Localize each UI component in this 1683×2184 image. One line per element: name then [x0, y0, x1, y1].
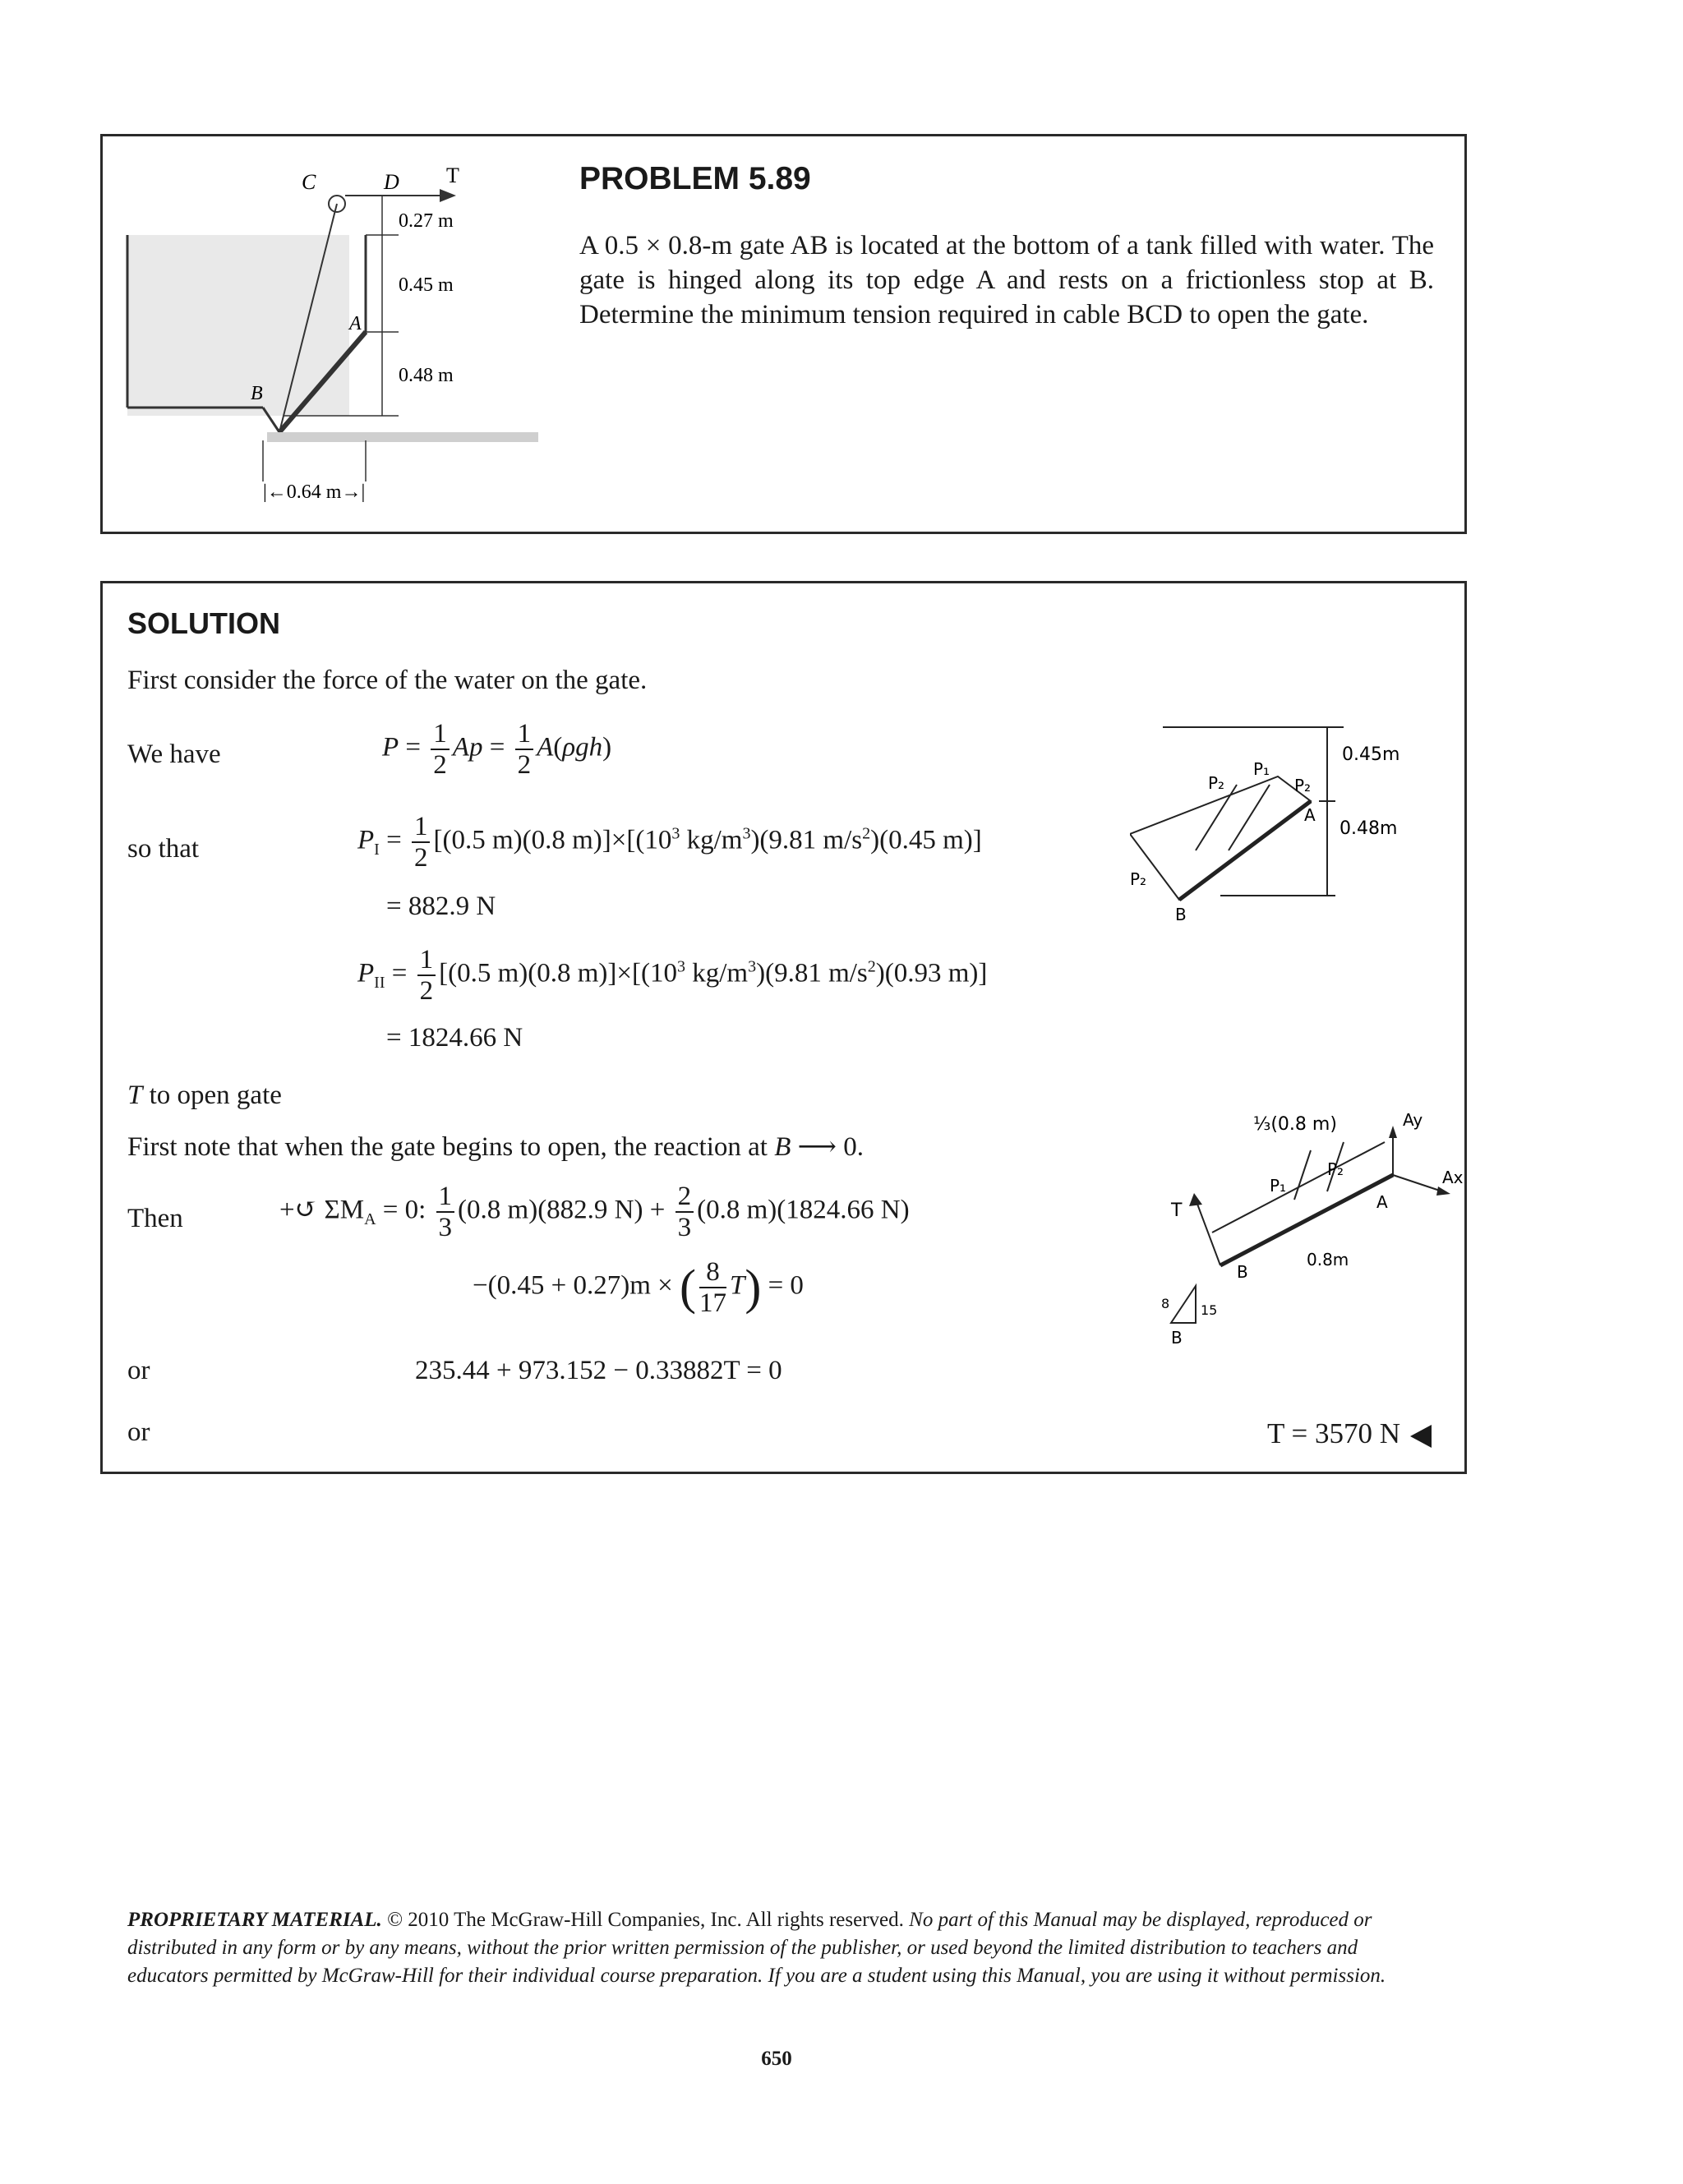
p1-result: = 882.9 N	[386, 892, 496, 921]
fbd2-r8: 8	[1161, 1296, 1170, 1311]
fbd2-t-arrow	[1189, 1193, 1202, 1206]
p2-result: = 1824.66 N	[386, 1023, 523, 1053]
label-t: T	[446, 164, 459, 187]
label-d: D	[384, 170, 399, 194]
fbd1-label-p1: P₁	[1253, 759, 1270, 779]
or-label-1: or	[127, 1356, 150, 1385]
footer-lead: PROPRIETARY MATERIAL.	[127, 1909, 382, 1931]
fbd2-p1: P₁	[1270, 1176, 1287, 1196]
fbd1-dim-045: 0.45m	[1342, 744, 1400, 765]
ground	[267, 432, 538, 442]
fbd1-dim-048: 0.48m	[1339, 818, 1398, 839]
solution-box	[100, 581, 1467, 1474]
solution-intro: First consider the force of the water on the gate.	[127, 666, 648, 695]
fbd2-slope-triangle	[1171, 1286, 1196, 1323]
moment-equation-line2: −(0.45 + 0.27)m × ( $\frac{8}{17}$ T) = 0	[473, 1257, 804, 1318]
note-line	[127, 1130, 864, 1163]
fbd1-arrow-p1	[1196, 785, 1237, 850]
label-a: A	[349, 313, 362, 334]
fbd2-r15: 15	[1201, 1302, 1218, 1318]
fbd2-b2: B	[1171, 1328, 1183, 1348]
free-body-figure	[1146, 1101, 1475, 1364]
fbd2-t: T	[1171, 1200, 1183, 1221]
equation-p1: $P_I$ = $\frac{1}{2}$ [(0.5 m)(0.8 $m)]\times[(10^3$ $kg/m^3)(9.81$ $m/s^2)(0.45$ m)]	[357, 812, 982, 873]
fbd2-t-line	[1196, 1200, 1220, 1265]
then-label: Then	[127, 1204, 183, 1233]
fbd2-ax-arrow	[1436, 1186, 1450, 1196]
t-to-open-label	[127, 1080, 282, 1111]
fbd1-label-p2c: P₂	[1130, 869, 1147, 889]
note-suffix: 0.	[843, 1132, 864, 1162]
fbd2-len: 0.8m	[1307, 1250, 1349, 1269]
note-prefix: First note that when the gate begins to open, the reaction at	[127, 1132, 768, 1162]
problem-title: PROBLEM 5.89	[579, 161, 811, 196]
pressure-diagram-figure	[1130, 711, 1459, 933]
moment-equation-line1: +↺ $\Sigma M_A = 0$: $\frac{1}{3}$ (0.8 m)(882.9 N) + $\frac{2}{3}$ (0.8 m)(1824.66 N)	[279, 1182, 910, 1242]
so-that-label: so that	[127, 834, 200, 864]
equation-p: P = $\frac{1}{2}$ Ap = $\frac{1}{2}$ A(ρgh)	[382, 719, 612, 780]
label-dim-064: |←0.64 m→|	[263, 481, 366, 503]
answer-value: T = 3570 N	[1266, 1417, 1400, 1449]
fbd2-b: B	[1237, 1262, 1248, 1282]
fbd2-a: A	[1376, 1192, 1388, 1212]
label-dim-027: 0.27 m	[399, 210, 454, 232]
tank-gate-figure	[119, 153, 563, 506]
fbd2-ax-line	[1393, 1175, 1442, 1191]
we-have-label: We have	[127, 740, 221, 769]
footer-copyright-line: © 2010 The McGraw-Hill Companies, Inc. All rights reserved.	[387, 1909, 904, 1931]
fbd1-label-a: A	[1304, 805, 1316, 825]
label-b: B	[251, 383, 263, 404]
fbd2-arrow-p1	[1294, 1150, 1311, 1200]
footer-copyright	[127, 1906, 1434, 1990]
arrow-to-zero: ⟶	[797, 1132, 837, 1162]
equation-line3: 235.44 + 973.152 − 0.33882T = 0	[415, 1356, 782, 1385]
fbd2-ay-arrow	[1389, 1126, 1397, 1138]
or-label-2: or	[127, 1417, 150, 1447]
label-c: C	[302, 170, 316, 194]
note-b: B	[774, 1132, 791, 1162]
fbd1-label-b: B	[1175, 905, 1187, 924]
fbd1-pressure-prism	[1130, 776, 1311, 900]
fbd2-ay: Ay	[1403, 1110, 1423, 1130]
tension-arrow	[440, 189, 456, 202]
final-answer	[1267, 1417, 1432, 1450]
footer-rest: No part of this Manual may be displayed, reproduced or distributed in any form or by any means, without the prior written permission of the publisher, or used beyond the limited distribution to teachers and educators permitted by McGraw-Hill for their individual course preparation. If you are a student using this Manual, you are using it without permission.	[127, 1909, 1386, 1987]
label-dim-048: 0.48 m	[399, 365, 454, 386]
page-number: 650	[761, 2048, 792, 2070]
solution-heading: SOLUTION	[127, 606, 280, 640]
label-dim-045: 0.45 m	[399, 274, 454, 296]
problem-statement: A 0.5 × 0.8-m gate AB is located at the bottom of a tank filled with water. The gate is hinged along its top edge A and rests on a frictionless stop at B. Determine the minimum tension required in cable BCD to open the gate.	[579, 231, 1434, 329]
problem-box	[100, 134, 1467, 534]
fbd2-third: ⅓(0.8 m)	[1253, 1114, 1337, 1135]
fbd2-p2: P₂	[1327, 1159, 1344, 1179]
t-symbol: T	[127, 1080, 143, 1110]
fbd2-ax: Ax	[1442, 1168, 1464, 1187]
answer-pointer-icon	[1410, 1425, 1432, 1448]
fbd1-arrow-p2	[1229, 785, 1270, 850]
equation-p2: $P_{II}$ = $\frac{1}{2}$ [(0.5 m)(0.8 $m)]\times[(10^3$ $kg/m^3)(9.81$ $m/s^2)(0.93$ m)]	[357, 945, 988, 1006]
fbd1-label-p2: P₂	[1208, 773, 1225, 793]
fbd1-label-p2b: P₂	[1294, 776, 1312, 795]
t-to-open-text: to open gate	[149, 1080, 282, 1110]
